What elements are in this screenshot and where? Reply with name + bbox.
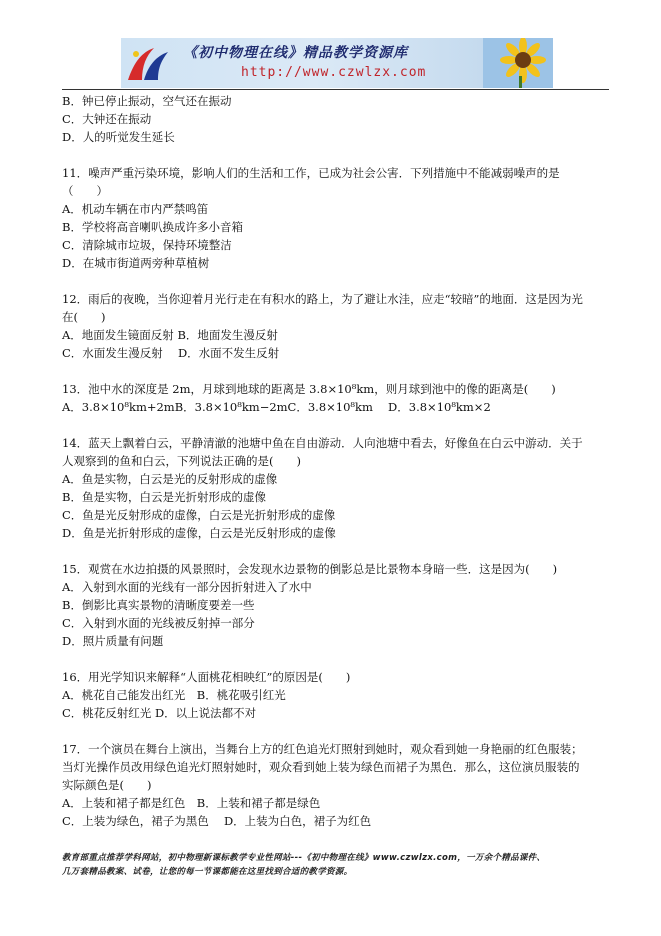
option-line: C．水面发生漫反射 D．水面不发生反射 — [62, 346, 280, 360]
question-block-16 — [62, 668, 592, 722]
option-line: D．人的听觉发生延长 — [62, 130, 175, 144]
header-url[interactable]: http://www.czwlzx.com — [241, 65, 427, 80]
question-stem: 当灯光操作员改用绿色追光灯照射她时，观众看到她上装为绿色而裙子为黑色．那么，这位演员服装的 — [62, 760, 580, 774]
question-stem: 16．用光学知识来解释“人面桃花相映红”的原因是( ) — [62, 670, 351, 684]
option-line: B．钟已停止振动，空气还在振动 — [62, 94, 232, 108]
question-stem: 14．蓝天上飘着白云，平静清澈的池塘中鱼在自由游动．人向池塘中看去，好像鱼在白云中游动．关于 — [62, 436, 583, 450]
option-line: C．桃花反射红光 D．以上说法都不对 — [62, 706, 257, 720]
option-line: A．地面发生镜面反射 B．地面发生漫反射 — [62, 328, 278, 342]
option-line: A．鱼是实物，白云是光的反射形成的虚像 — [62, 472, 278, 486]
option-line: D．照片质量有问题 — [62, 634, 164, 648]
header-title: 《初中物理在线》精品教学资源库 — [183, 45, 408, 61]
question-stem: 12．雨后的夜晚，当你迎着月光行走在有积水的路上，为了避让水洼，应走“较暗”的地面．这是因为光 — [62, 292, 583, 306]
page-footer — [62, 851, 607, 879]
option-line: A．入射到水面的光线有一部分因折射进入了水中 — [62, 580, 312, 594]
option-line: C．上装为绿色，裙子为黑色 D．上装为白色，裙子为红色 — [62, 814, 372, 828]
option-line: C．入射到水面的光线被反射掉一部分 — [62, 616, 255, 630]
question-block-13 — [62, 380, 592, 416]
logo-icon — [124, 42, 172, 84]
option-line: C．大钟还在振动 — [62, 112, 152, 126]
option-line: A．机动车辆在市内严禁鸣笛 — [62, 202, 209, 216]
option-line: A．上装和裙子都是红色 B．上装和裙子都是绿色 — [62, 796, 321, 810]
question-stem: 11．噪声严重污染环境，影响人们的生活和工作，已成为社会公害．下列措施中不能减弱噪声的是 — [62, 166, 560, 180]
question-stem: 人观察到的鱼和白云，下列说法正确的是( ) — [62, 454, 301, 468]
question-block-12 — [62, 290, 592, 362]
question-content — [62, 92, 592, 830]
question-stem: 实际颜色是( ) — [62, 778, 152, 792]
question-block-17 — [62, 740, 592, 830]
question-block-15 — [62, 560, 592, 650]
question-block-10-tail — [62, 92, 592, 146]
option-line: B．倒影比真实景物的清晰度要差一些 — [62, 598, 255, 612]
sunflower-icon — [483, 38, 553, 88]
option-line: A．3.8×10⁸km+2mB．3.8×10⁸km−2mC．3.8×10⁸km D．3.8×10⁸km×2 — [62, 400, 491, 414]
answer-bracket: （ ） — [62, 184, 108, 198]
question-block-14 — [62, 434, 592, 542]
footer-line: 教育部重点推荐学科网站，初中物理新课标教学专业性网站---《初中物理在线》www.czwlzx.com，一万余个精品课件、 — [62, 853, 546, 863]
option-line: D．在城市街道两旁种草植树 — [62, 256, 210, 270]
footer-line: 几万套精品教案、试卷，让您的每一节课都能在这里找到合适的教学资源。 — [62, 867, 353, 877]
question-stem: 15．观赏在水边拍摄的风景照时，会发现水边景物的倒影总是比景物本身暗一些．这是因为( ) — [62, 562, 558, 576]
header-banner — [121, 38, 553, 88]
header-rule — [62, 89, 609, 90]
question-stem: 在( ) — [62, 310, 106, 324]
option-line: D．鱼是光折射形成的虚像，白云是光反射形成的虚像 — [62, 526, 336, 540]
option-line: A．桃花自己能发出红光 B．桃花吸引红光 — [62, 688, 286, 702]
question-block-11 — [62, 164, 592, 272]
option-line: C．鱼是光反射形成的虚像，白云是光折射形成的虚像 — [62, 508, 336, 522]
option-line: C．清除城市垃圾，保持环境整洁 — [62, 238, 232, 252]
option-line: B．鱼是实物，白云是光折射形成的虚像 — [62, 490, 266, 504]
question-stem: 13．池中水的深度是 2m，月球到地球的距离是 3.8×10⁸km，则月球到池中的像的距离是( ) — [62, 382, 556, 396]
option-line: B．学校将高音喇叭换成许多小音箱 — [62, 220, 243, 234]
question-stem: 17．一个演员在舞台上演出，当舞台上方的红色追光灯照射到她时，观众看到她一身艳丽的红色服装； — [62, 742, 583, 756]
